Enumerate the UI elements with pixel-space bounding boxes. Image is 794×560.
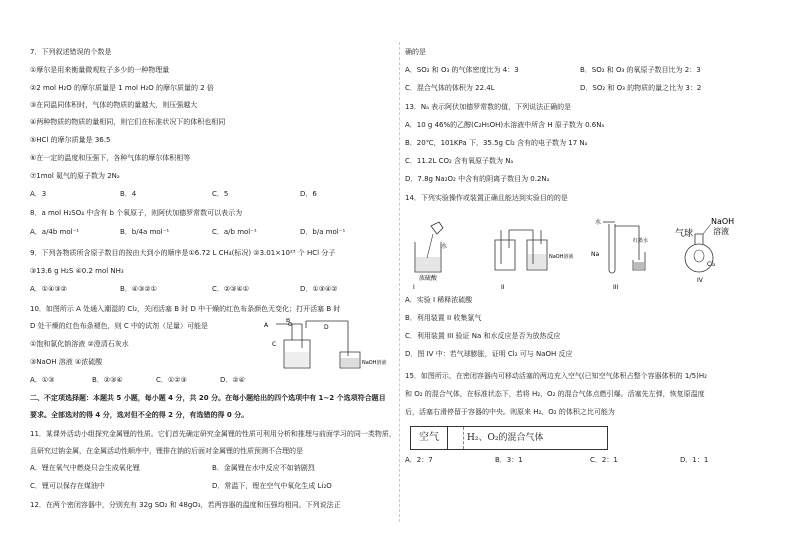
q7-statement-7: ⑦1mol 氦气的原子数为 2Nₐ — [30, 172, 120, 180]
q12-option-c[interactable]: C．混合气体的体积为 22.4L — [405, 84, 495, 92]
q12-continuation: 确的是 — [405, 48, 426, 56]
q10-line-2: D 处干燥的红色布条褪色，则 C 中的试剂（足量）可能是 — [30, 322, 208, 330]
q15-stem: 15．如图所示，在密闭容器内可移动活塞的两边充入空气(已知空气体积占整个容器体积的 1/5)H₂ — [405, 372, 707, 380]
q10-stem: 10．如图所示 A 处通入潮湿的 Cl₂，关闭活塞 B 时 D 中干燥的红色布条颜色无变化；打开活塞 B 时 — [30, 305, 341, 313]
label-acid: 浓硫酸 — [419, 275, 438, 282]
q13-option-d[interactable]: D．7.8g Na₂O₂ 中含有的阴离子数目为 0.2Nₐ — [405, 175, 550, 183]
apparatus-ii — [495, 230, 574, 291]
label-balloon: 气球 — [675, 229, 694, 239]
q12-option-d[interactable]: D．SO₂ 和 O₃ 的物质的量之比为 3：2 — [580, 84, 702, 92]
label-na: Na — [591, 251, 600, 258]
q14-option-b[interactable]: B．利用装置 II 收集氯气 — [405, 314, 482, 322]
q8-option-d[interactable]: D．b/a mol⁻¹ — [300, 228, 346, 236]
q9-option-a[interactable]: A．①④③② — [30, 285, 67, 293]
q7-option-a[interactable]: A．3 — [30, 190, 47, 198]
q15-option-c[interactable]: C．2：1 — [590, 456, 618, 464]
q13-option-b[interactable]: B．20℃，101KPa 下，35.5g Cl₂ 含有的电子数为 17 Nₐ — [405, 139, 588, 147]
section-2-title: 二、不定项选择题：本题共 5 小题，每小题 4 分，共 20 分。在每小题给出的四个选项中有 1~2 个选项符合题目 — [30, 394, 386, 402]
q9-option-d[interactable]: D．①③④② — [300, 285, 338, 293]
label-red-ink: 红墨水 — [633, 238, 649, 244]
q15-piston-mark — [463, 427, 464, 449]
label-a: A — [264, 322, 269, 329]
q8-option-a[interactable]: A．a/4b mol⁻¹ — [30, 228, 80, 236]
q9-line-2: ③13.6 g H₂S ④0.2 mol NH₃ — [30, 267, 124, 275]
label-solution: 溶液 — [713, 227, 729, 236]
q15-air-section: 空气 — [411, 427, 448, 449]
q8-stem: 8．a mol H₂SO₄ 中含有 b 个氧原子，则阿伏加德罗常数可以表示为 — [30, 209, 243, 217]
q15-option-d[interactable]: D．1：1 — [680, 456, 709, 464]
q7-statement-6: ⑥在一定的温度和压强下，各种气体的摩尔体积相等 — [30, 154, 191, 162]
q13-option-a[interactable]: A．10 g 46%的乙醇(C₂H₅OH)水溶液中所含 H 原子数为 0.6Nₐ — [405, 121, 605, 129]
apparatus-iv — [675, 217, 734, 284]
q9-option-b[interactable]: B．④③②① — [120, 285, 157, 293]
label-i: I — [413, 284, 415, 291]
q12-option-b[interactable]: B．SO₂ 和 O₃ 的氧原子数目比为 2：3 — [580, 66, 701, 74]
label-naoh-iv: NaOH — [711, 217, 735, 226]
q15-gas-section: H₂、O₂的混合气体 — [467, 433, 544, 443]
q8-option-c[interactable]: C．a/b mol⁻¹ — [212, 228, 257, 236]
q8-option-b[interactable]: B．b/4a mol⁻¹ — [120, 228, 170, 236]
q14-stem: 14．下列实验操作或装置正确且能达到实验目的的是 — [405, 194, 568, 202]
q15-container-box — [410, 426, 608, 450]
section-2-rule: 要求。全部选对的得 4 分，选对但不全的得 2 分，有选错的得 0 分。 — [30, 411, 249, 419]
label-c: C — [272, 341, 277, 348]
q14-option-a[interactable]: A．实验 I 稀释浓硫酸 — [405, 296, 473, 304]
q7-option-c[interactable]: C．5 — [212, 190, 229, 198]
label-cl2: Cl₂ — [707, 261, 716, 268]
q15-option-a[interactable]: A．2：7 — [405, 456, 433, 464]
label-b: B — [286, 318, 291, 324]
q10-line-4: ③NaOH 溶液 ④浓硫酸 — [30, 358, 103, 366]
q13-stem: 13．Nₐ 表示阿伏加德罗常数的值，下列说法正确的是 — [405, 103, 572, 111]
q10-option-b[interactable]: B．②③④ — [92, 376, 123, 384]
q11-option-a[interactable]: A．锂在氧气中燃烧只会生成氧化锂 — [30, 464, 140, 472]
label-iv: IV — [697, 277, 703, 284]
q10-option-a[interactable]: A．①③ — [30, 376, 55, 384]
q10-apparatus-figure — [262, 318, 388, 374]
label-water-iii: 水 — [595, 219, 602, 226]
q7-option-d[interactable]: D．6 — [300, 190, 317, 198]
q7-statement-3: ③在同温同体积时，气体的物质的量越大，则压强越大 — [30, 101, 198, 109]
q12-stem: 12．在两个密闭容器中，分别充有 32g SO₂ 和 48gO₃，若两容器的温度和压强均相同。下列说法正 — [30, 501, 341, 509]
q15-option-b[interactable]: B．3：1 — [495, 456, 523, 464]
q9-option-c[interactable]: C．②③④① — [212, 285, 249, 293]
q11-option-c[interactable]: C．锂可以保存在煤油中 — [30, 482, 105, 490]
column-divider — [399, 42, 400, 522]
q10-option-d[interactable]: D．②④ — [220, 376, 245, 384]
q14-option-d[interactable]: D．图 IV 中：若气球膨胀，证明 Cl₂ 可与 NaOH 反应 — [405, 350, 573, 358]
q10-line-3: ①饱和氯化钠溶液 ②澄清石灰水 — [30, 340, 129, 348]
apparatus-iii — [591, 218, 648, 291]
q11-option-d[interactable]: D．常温下，锂在空气中氧化生成 Li₂O — [212, 482, 332, 490]
q11-line-2: 且研究过钠金属，在金属活动性顺序中，锂排在钠的后面对金属锂的性质预测不合理的是 — [30, 447, 303, 455]
q11-option-b[interactable]: B．金属锂在水中反应不如钠剧烈 — [212, 464, 315, 472]
q7-statement-4: ④两种物质的物质的量相同，则它们在标准状况下的体积也相同 — [30, 118, 226, 126]
q13-option-c[interactable]: C．11.2L CO₂ 含有氧原子数为 Nₐ — [405, 157, 514, 165]
label-d: D — [324, 324, 329, 331]
q14-option-c[interactable]: C．利用装置 III 验证 Na 和水反应是否为放热反应 — [405, 332, 561, 340]
label-ii: II — [501, 284, 505, 291]
q15-line-3: 后，活塞右滑停留于容器的中央。则原来 H₂、O₂ 的体积之比可能为 — [405, 408, 615, 416]
q15-line-2: 和 O₂ 的混合气体，在标准状态下，若将 H₂、O₂ 的混合气体点燃引爆。活塞先左弹，恢复原温度 — [405, 390, 705, 398]
q7-stem: 7．下列叙述错误的个数是 — [30, 48, 112, 56]
label-naoh: NaOH溶液 — [362, 360, 387, 366]
label-water: 水 — [441, 243, 448, 250]
q7-statement-5: ⑤HCl 的摩尔质量是 36.5 — [30, 136, 111, 144]
q9-stem: 9．下列各物质所含原子数目的按由大到小的顺序是①6.72 L CH₄(标况) ②3.01×10²³ 个 HCl 分子 — [30, 249, 336, 257]
q7-option-b[interactable]: B．4 — [120, 190, 137, 198]
label-naoh: NaOH溶液 — [549, 254, 574, 260]
q12-option-a[interactable]: A．SO₂ 和 O₃ 的气体密度比为 4：3 — [405, 66, 519, 74]
q7-statement-1: ①摩尔是用来衡量微观粒子多少的一种物理量 — [30, 66, 170, 74]
label-iii: III — [613, 284, 619, 291]
q10-option-c[interactable]: C．①②③ — [156, 376, 187, 384]
apparatus-i — [413, 222, 447, 291]
q7-statement-2: ②2 mol H₂O 的摩尔质量是 1 mol H₂O 的摩尔质量的 2 倍 — [30, 84, 214, 92]
q14-apparatus-figure — [405, 212, 765, 292]
q11-stem: 11．某课外活动小组探究金属锂的性质。它们首先确定研究金属锂的性质可利用分析和推理与前面学习的同一类物质， — [30, 430, 396, 438]
